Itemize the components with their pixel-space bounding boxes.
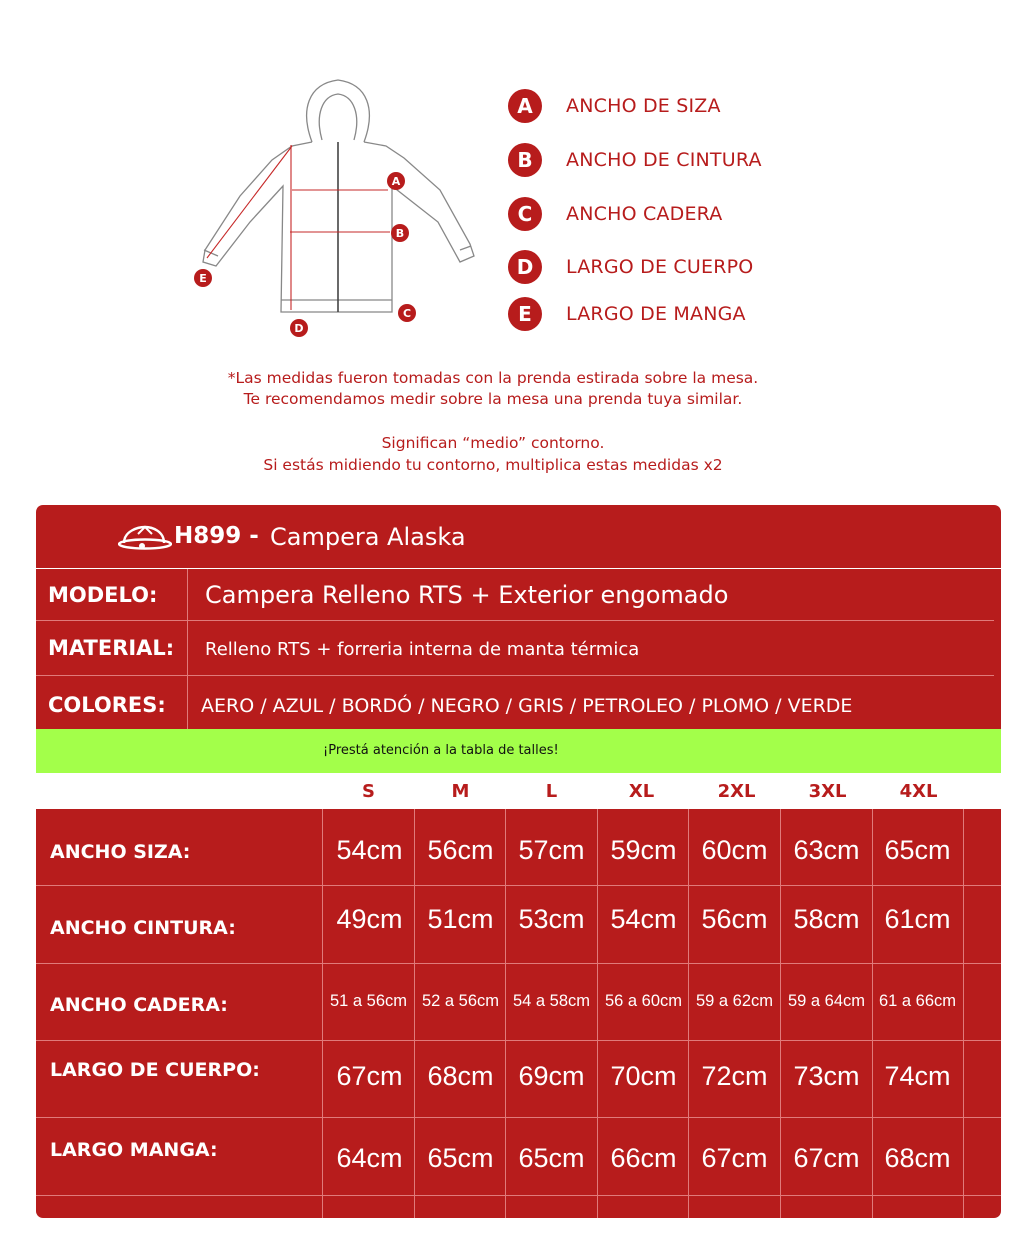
legend-badge: D [508,250,542,284]
table-cell: 57cm [518,835,585,865]
legend-badge: A [508,89,542,123]
table-cell: 68cm [427,1061,494,1091]
row-label-largo-manga: LARGO MANGA: [50,1139,218,1161]
table-cell: 68cm [884,1143,951,1173]
table-cell: 58cm [793,904,860,934]
legend-badge: B [508,143,542,177]
size-header-m: M [451,781,470,802]
product-title-row [36,505,1001,569]
note-line-2: Te recomendamos medir sobre la mesa una prenda tuya similar. [243,390,743,408]
modelo-label: MODELO: [48,583,158,607]
table-cell: 67cm [336,1061,403,1091]
marker-e: E [199,272,207,285]
table-cell: 59 a 64cm [787,992,866,1010]
material-label: MATERIAL: [48,636,175,660]
colores-label: COLORES: [48,693,166,717]
size-header-4xl: 4XL [899,781,938,802]
notice-text: ¡Prestá atención a la tabla de talles! [323,743,559,758]
material-value: Relleno RTS + forreria interna de manta térmica [205,639,640,660]
marker-a: A [391,175,401,188]
table-cell: 61cm [884,904,951,934]
table-cell: 65cm [884,835,951,865]
colores-value: AERO / AZUL / BORDÓ / NEGRO / GRIS / PETROLEO / PLOMO / VERDE [201,695,853,717]
legend-label: LARGO DE MANGA [566,303,746,325]
marker-d: D [294,322,304,335]
modelo-value: Campera Relleno RTS + Exterior engomado [205,581,729,609]
table-cell: 72cm [701,1061,768,1091]
legend-label: ANCHO DE SIZA [566,95,721,117]
size-table-notice [36,729,1001,773]
table-cell: 56 a 60cm [604,992,683,1010]
table-cell: 54cm [610,904,677,934]
table-cell: 59cm [610,835,677,865]
product-panel [36,505,1001,1218]
note-line-4: Si estás midiendo tu contorno, multiplica estas medidas x2 [263,456,723,474]
table-cell: 63cm [793,835,860,865]
legend-item-b [508,142,762,178]
row-label-ancho-siza: ANCHO SIZA: [50,841,191,863]
table-cell: 67cm [701,1143,768,1173]
legend-item-d [508,249,753,285]
row-label-ancho-cadera: ANCHO CADERA: [50,994,228,1016]
row-label-largo-de-cuerpo: LARGO DE CUERPO: [50,1059,260,1081]
row-label-ancho-cintura: ANCHO CINTURA: [50,917,236,939]
legend-label: ANCHO DE CINTURA [566,149,762,171]
marker-b: B [395,227,405,240]
jacket-diagram [180,55,480,355]
legend-badge: E [508,297,542,331]
table-cell: 61 a 66cm [878,992,957,1010]
table-cell: 60cm [701,835,768,865]
table-cell: 66cm [610,1143,677,1173]
legend-item-a [508,88,721,124]
size-header-l: L [545,781,558,802]
size-header-row [36,773,1001,809]
table-cell: 54 a 58cm [512,992,591,1010]
table-cell: 51cm [427,904,494,934]
table-cell: 53cm [518,904,585,934]
product-name: Campera Alaska [270,523,466,551]
legend-badge: C [508,197,542,231]
table-cell: 52 a 56cm [421,992,500,1010]
table-cell: 64cm [336,1143,403,1173]
marker-c: C [402,307,412,320]
table-cell: 73cm [793,1061,860,1091]
table-cell: 56cm [701,904,768,934]
size-header-xl: XL [628,781,655,802]
note-line-1: *Las medidas fueron tomadas con la prenda estirada sobre la mesa. [227,369,759,387]
table-cell: 70cm [610,1061,677,1091]
table-cell: 74cm [884,1061,951,1091]
brand-logo-icon [118,523,172,553]
legend-item-e [508,296,746,332]
table-cell: 65cm [518,1143,585,1173]
legend-item-c [508,196,723,232]
size-header-s: S [362,781,375,802]
legend-label: ANCHO CADERA [566,203,723,225]
table-cell: 51 a 56cm [329,992,408,1010]
table-cell: 49cm [336,904,403,934]
table-cell: 69cm [518,1061,585,1091]
product-code: H899 - [174,523,259,549]
table-cell: 67cm [793,1143,860,1173]
size-header-2xl: 2XL [717,781,756,802]
table-cell: 56cm [427,835,494,865]
table-cell: 59 a 62cm [695,992,774,1010]
legend-label: LARGO DE CUERPO [566,256,754,278]
table-cell: 65cm [427,1143,494,1173]
note-line-3: Significan “medio” contorno. [381,434,605,452]
table-cell: 54cm [336,835,403,865]
size-header-3xl: 3XL [808,781,847,802]
